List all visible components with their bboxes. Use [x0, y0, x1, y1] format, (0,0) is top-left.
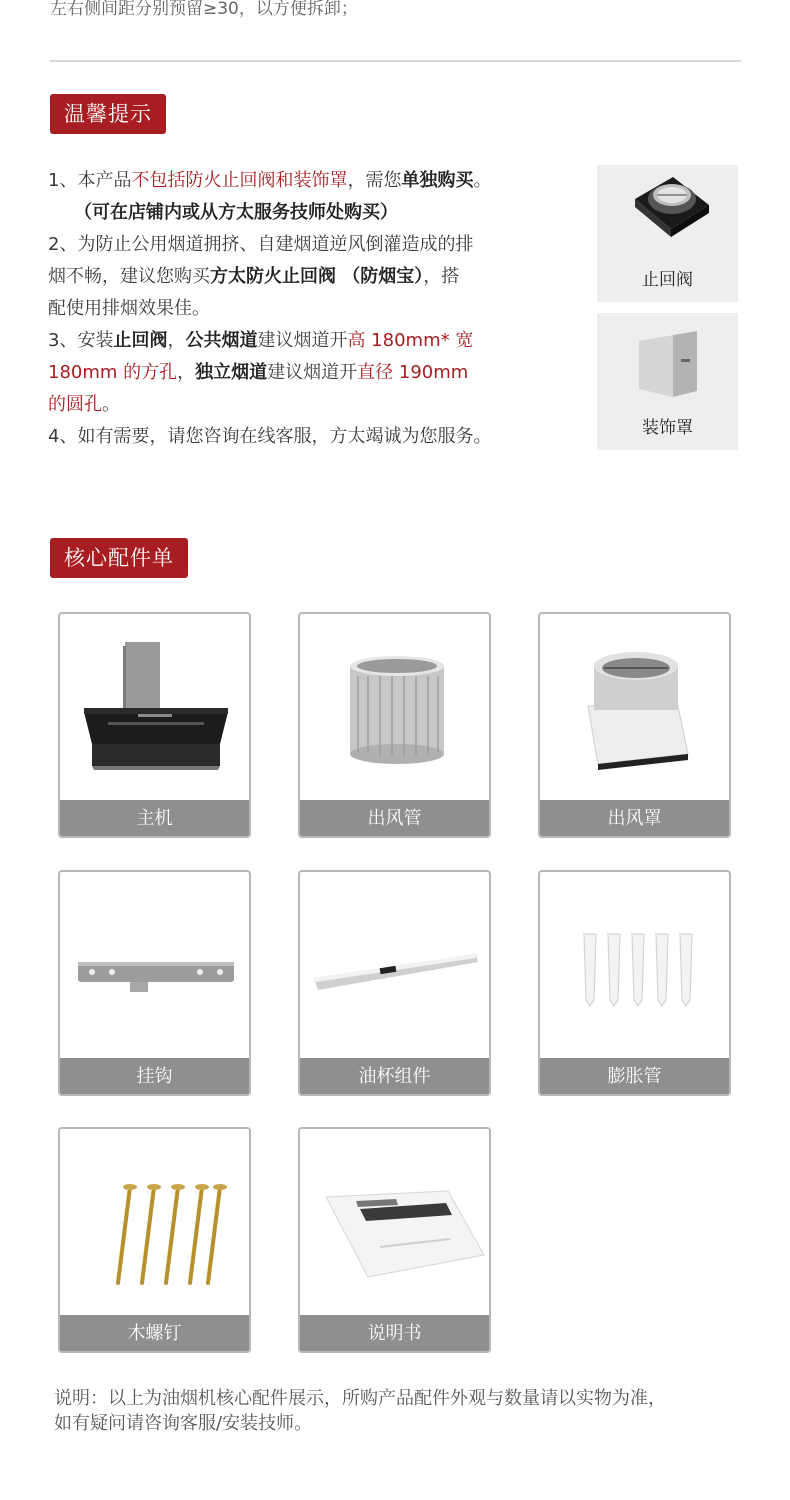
exhaust-duct-icon	[300, 614, 489, 800]
part-label: 说明书	[300, 1315, 489, 1351]
check-valve-icon	[597, 165, 738, 265]
outlet-cover-icon	[540, 614, 729, 800]
part-card-oil-cup	[298, 870, 491, 1096]
tip-highlight: 180mm 的方孔	[48, 362, 178, 383]
section-divider	[50, 60, 741, 62]
mounting-hook-icon	[60, 872, 249, 1058]
oil-cup-icon	[300, 872, 489, 1058]
part-label: 木螺钉	[60, 1315, 249, 1351]
tips-section-tag: 温馨提示	[50, 94, 166, 134]
tip-highlight: 的圆孔	[48, 394, 102, 415]
decorative-cover-icon	[597, 313, 738, 413]
tip-text: ，	[167, 330, 186, 351]
tip-text: ，	[177, 362, 196, 383]
tip-text: ，搭	[423, 266, 460, 287]
part-card-main-unit	[58, 612, 251, 838]
tip-highlight: 不包括防火止回阀和装饰罩	[131, 170, 348, 191]
tip-text: ，需您	[347, 170, 402, 191]
footer-note-line-2: 如有疑问请咨询客服/安装技师。	[54, 1413, 313, 1434]
part-card-manual	[298, 1127, 491, 1353]
tip-line-1	[48, 165, 538, 197]
tip-text: 。	[473, 170, 492, 191]
tip-emphasis: 方太防火止回阀 （防烟宝）	[210, 266, 424, 287]
tip-emphasis: 止回阀	[113, 330, 168, 351]
tip-line-2c: 配使用排烟效果佳。	[48, 298, 210, 319]
decorative-cover-card	[597, 313, 738, 450]
tip-text: 建议烟道开	[267, 362, 358, 383]
part-label: 膨胀管	[540, 1058, 729, 1094]
range-hood-icon	[60, 614, 249, 800]
check-valve-label: 止回阀	[642, 270, 693, 290]
tip-line-2b	[48, 261, 538, 293]
part-card-outlet-cover	[538, 612, 731, 838]
wood-screw-icon	[60, 1129, 249, 1315]
tip-text: 3、安装	[48, 330, 114, 351]
tip-emphasis: 独立烟道	[195, 362, 268, 383]
tip-highlight: 直径 190mm	[357, 362, 469, 383]
footer-note-line-1: 说明：以上为油烟机核心配件展示，所购产品配件外观与数量请以实物为准，	[54, 1388, 666, 1409]
parts-section-tag: 核心配件单	[50, 538, 188, 578]
tip-emphasis: 公共烟道	[185, 330, 258, 351]
tip-text: 1、本产品	[48, 170, 132, 191]
part-card-expansion-anchor	[538, 870, 731, 1096]
tip-line-4: 4、如有需要，请您咨询在线客服，方太竭诚为您服务。	[48, 426, 492, 447]
part-card-exhaust-duct	[298, 612, 491, 838]
part-card-wood-screw	[58, 1127, 251, 1353]
footer-note	[54, 1386, 754, 1436]
tip-line-1-cont: （可在店铺内或从方太服务技师处购买）	[74, 202, 398, 223]
tip-line-3c	[48, 389, 538, 421]
manual-icon	[300, 1129, 489, 1315]
install-clearance-note: 左右侧间距分别预留≥30，以方便拆卸；	[50, 0, 358, 19]
part-label: 出风管	[300, 800, 489, 836]
expansion-anchor-icon	[540, 872, 729, 1058]
tip-line-3	[48, 325, 538, 357]
decorative-cover-label: 装饰罩	[642, 418, 693, 438]
tip-text: 烟不畅，建议您购买	[48, 266, 210, 287]
tip-line-2: 2、为防止公用烟道拥挤、自建烟道逆风倒灌造成的排	[48, 234, 474, 255]
part-label: 挂钩	[60, 1058, 249, 1094]
tip-emphasis: 单独购买	[401, 170, 474, 191]
tip-text: 。	[102, 394, 120, 415]
part-label: 主机	[60, 800, 249, 836]
part-label: 出风罩	[540, 800, 729, 836]
tip-text: 建议烟道开	[257, 330, 348, 351]
check-valve-card	[597, 165, 738, 302]
tip-highlight: 高 180mm* 宽	[347, 330, 474, 351]
part-label: 油杯组件	[300, 1058, 489, 1094]
tip-line-3b	[48, 357, 538, 389]
part-card-mounting-hook	[58, 870, 251, 1096]
tips-text	[48, 165, 538, 453]
